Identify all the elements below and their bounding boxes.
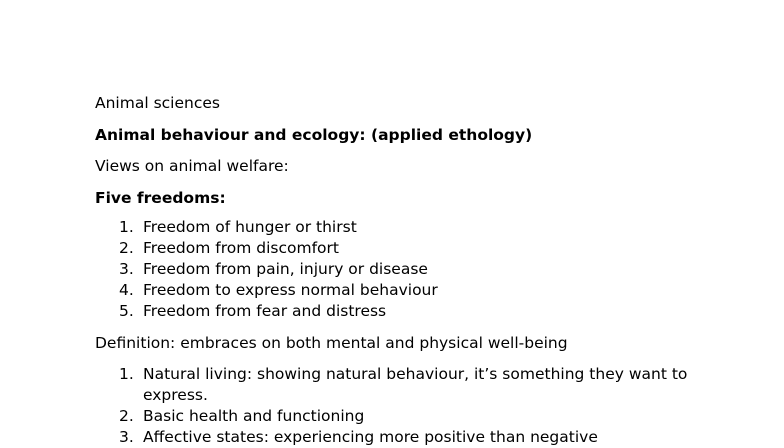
views-line: Views on animal welfare: <box>95 157 289 175</box>
list-item <box>95 427 695 448</box>
list-item-text: Freedom from fear and distress <box>143 302 387 320</box>
list-item-text: Freedom to express normal behaviour <box>143 281 438 299</box>
five-freedoms-heading: Five freedoms: <box>95 189 226 207</box>
list-number: 2. <box>119 407 134 425</box>
list-item <box>95 259 695 280</box>
definition-line: Definition: embraces on both mental and physical well-being <box>95 334 568 352</box>
freedoms-list <box>95 217 695 322</box>
document-body <box>95 93 695 448</box>
list-number: 4. <box>119 281 134 299</box>
list-number: 1. <box>119 365 134 383</box>
list-item <box>95 280 695 301</box>
list-number: 3. <box>119 260 134 278</box>
list-item-text: Affective states: experiencing more positive than negative <box>143 428 598 446</box>
list-item-text: Freedom of hunger or thirst <box>143 218 357 236</box>
list-number: 2. <box>119 239 134 257</box>
definition-list <box>95 364 695 448</box>
list-item-text: Freedom from pain, injury or disease <box>143 260 428 278</box>
list-item <box>95 301 695 322</box>
list-item <box>95 406 695 427</box>
list-item <box>95 238 695 259</box>
list-number: 1. <box>119 218 134 236</box>
subject-title: Animal sciences <box>95 94 220 112</box>
section-heading: Animal behaviour and ecology: (applied ethology) <box>95 126 533 144</box>
list-item-text: Freedom from discomfort <box>143 239 339 257</box>
list-item-text: Natural living: showing natural behaviour, it’s something they want to express. <box>143 365 688 404</box>
list-number: 3. <box>119 428 134 446</box>
list-number: 5. <box>119 302 134 320</box>
list-item-text: Basic health and functioning <box>143 407 365 425</box>
list-item <box>95 217 695 238</box>
list-item <box>95 364 695 406</box>
